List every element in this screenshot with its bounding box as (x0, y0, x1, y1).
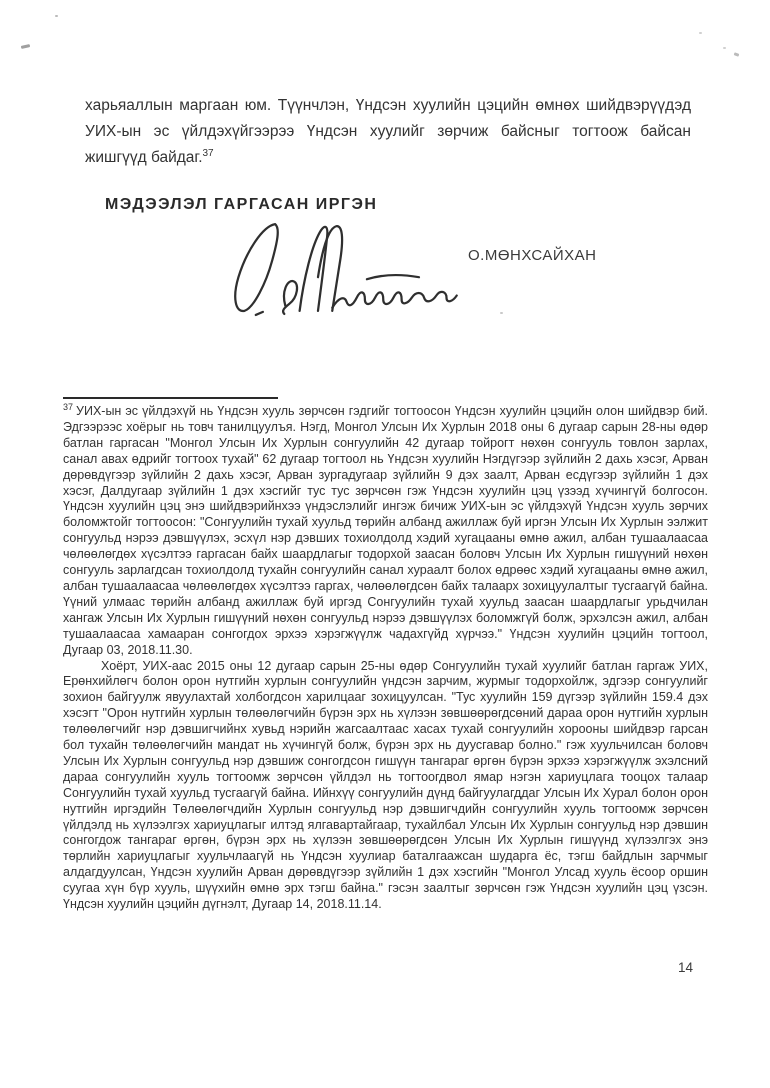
scan-speck (55, 15, 58, 17)
intro-paragraph (85, 93, 691, 171)
signature-scribble-icon (222, 216, 467, 318)
handwritten-signature (222, 216, 467, 318)
scan-speck (723, 47, 726, 49)
footnote-separator (63, 397, 278, 399)
scan-speck (699, 32, 702, 34)
footnote-paragraph-2: Хоёрт, УИХ-аас 2015 оны 12 дугаар сарын 25-ны өдөр Сонгуулийн тухай хуулийг батлан гаргаж УИХ, Ерөнхийлөгч болон орон нутгийн хурлын сонгуулийн үндсэн зарчим, журмыг тодорхойлж, эдгээр сонгуулийг зохион байгуулж явуулахтай холбогдсон харилцааг зохицуулсан. "Тус хуулийн 159 дүгээр зүйлийн 159.4 дэх хэсэгт "Орон нутгийн хурлын төлөөлөгчийн бүрэн эрх нь хүлээн зөвшөөрөгдсөний дараа орон нутгийн хурлын төлөөлөгчийг нэр дэвшигчийнх хувьд нэрийн жагсаалтаас хасах тухай сонгуулийн хорооны шийдвэр гарсан бол тухайн төлөөлөгчийн мандат нь хүчингүй болж, бүрэн эрх нь дуусгавар болно." гэж хуульчилсан боловч Улсын Их Хурлын сонгуульд нэр дэвшиж сонгогдсон гишүүн тангараг өргөн бүрэн эрхээ хэрэгжүүлж эхэлсний дараа сонгуулийн хууль тогтоомж зөрчсөн үйлдэл нь тогтоогдвол ямар нэгэн хариуцлага тооцох талаар Сонгуулийн тухай хуульд тусгаагүй байна. Ийнхүү сонгуулийн дүнд байгуулагддаг Улсын Их Хурал болон орон нутгийн иргэдийн Төлөөлөгчдийн Хурлын сонгуульд нэр дэвшигчдийн сонгуулийн хууль тогтоомж зөрчсөн үйлдэлд нь хүлээлгэх хариуцлагыг илтэд ялгавартайгаар, тухайлбал Улсын Их Хурлын сонгуульд нэр дэвшин сонгогдож тангараг өргөн, бүрэн эрх нь хүлээн зөвшөөрөгдсөн Улсын Их Хурлын гишүүнд хүлээлгэх энэ төрлийн хариуцлагыг хуульчлаагүй нь Үндсэн хуулиар баталгаажсан шударга ёс, тэгш байдлын зарчмыг алдагдуулсан, Үндсэн хуулийн Арван дөрөвдүгээр зүйлийн 1 дэх хэсгийн "Монгол Улсад хууль ёсоор оршин суугаа хүн бүр хууль, шүүхийн өмнө эрх тэгш байна." гэсэн заалтыг зөрчсөн гэж Үндсэн хуулийн цэц үзсэн. Үндсэн хуулийн цэцийн дүгнэлт, Дугаар 14, 2018.11.14. (63, 658, 708, 912)
scan-speck (734, 52, 740, 57)
footnote-marker: 37 (63, 401, 74, 412)
section-heading: МЭДЭЭЛЭЛ ГАРГАСАН ИРГЭН (105, 196, 378, 213)
scan-speck (21, 44, 30, 49)
page-number: 14 (678, 960, 694, 975)
footnote-block (63, 401, 708, 913)
signer-name: О.МӨНХСАЙХАН (468, 247, 597, 264)
scan-speck (500, 312, 503, 314)
footnote-text-1: УИХ-ын эс үйлдэхүй нь Үндсэн хууль зөрчсөн гэдгийг тогтоосон Үндсэн хуулийн цэцийн олон шийдвэр бий. Эдгээрээс хоёрыг нь товч танилцуулъя. Нэгд, Монгол Улсын Их Хурлын 2018 оны 6 дугаар сарын 28-ны өдөр батлан гаргасан "Монгол Улсын Их Хурлын сонгуулийн 42 дугаар тойрогт нөхөн сонгууль товлон зарлах, санал авах өдрийг тогтоох тухай" 62 дугаар тогтоол нь Үндсэн хуулийн Нэгдүгээр зүйлийн 2 дахь хэсэг, Арван дөрөвдүгээр зүйлийн 2 дахь хэсэг, Арван зургадугаар зүйлийн 9 дэх заалт, Арван есдүгээр зүйлийн 1 дэх хэсэг, Далдугаар зүйлийн 1 дэх хэсгийг тус тус зөрчсөн гэж Үндсэн хуулийн цэц үзээд хүчингүй болгосон. Үндсэн хуулийн цэц энэ шийдвэрийнхээ үндэслэлийг ингэж бичиж УИХ-ын эс үйлдэхүй Үндсэн хууль зөрчих боломжтойг тогтоосон: "Сонгуулийн тухай хуульд төрийн албанд ажиллаж буй иргэн Улсын Их Хурлын ээлжит сонгуульд нэрээ дэвшүүлэх, эсхүл нэр дэвших тохиолдолд хэдий хугацааны өмнө ажил, албан тушаалаасаа чөлөөлөгдөх хүсэлтээ гаргасан байх шаардлагыг тодорхой заасан боловч Улсын Их Хурлын гишүүний нөхөн сонгууль зарлагдсан тохиолдолд тухайн сонгуулийн санал хураалт болох өдрөөс хэдий хугацааны өмнө ажил, албан тушаалаасаа чөлөөлөгдөх хүсэлтээ гаргах, чөлөөлөгдсөн байх талаарх зохицуулалтыг тусгаагүй байна. Үүний улмаас төрийн албанд ажиллаж буй иргэд Сонгуулийн тухай хуульд заасан шаардлагыг урьдчилан хангаж Улсын Их Хурлын гишүүний нөхөн сонгуульд нэрээ дэвшүүлэх боломжгүй болж, эрхэлсэн ажил, албан тушаалаасаа хамааран сонгогдох эрхээ хэрэгжүүлж чадахгүйд хүрчээ." Үндсэн хуулийн цэцийн тогтоол, Дугаар 03, 2018.11.30. (63, 404, 708, 657)
intro-paragraph-text: харьяаллын маргаан юм. Түүнчлэн, Үндсэн хуулийн цэцийн өмнөх шийдвэрүүдэд УИХ-ын эс үйлдэхүйгээрээ Үндсэн хуулийг зөрчиж байсныг тогтоож байсан жишгүүд байдаг. (85, 97, 691, 166)
footnote-reference-37: 37 (202, 147, 214, 159)
footnote-paragraph-1 (63, 401, 708, 659)
